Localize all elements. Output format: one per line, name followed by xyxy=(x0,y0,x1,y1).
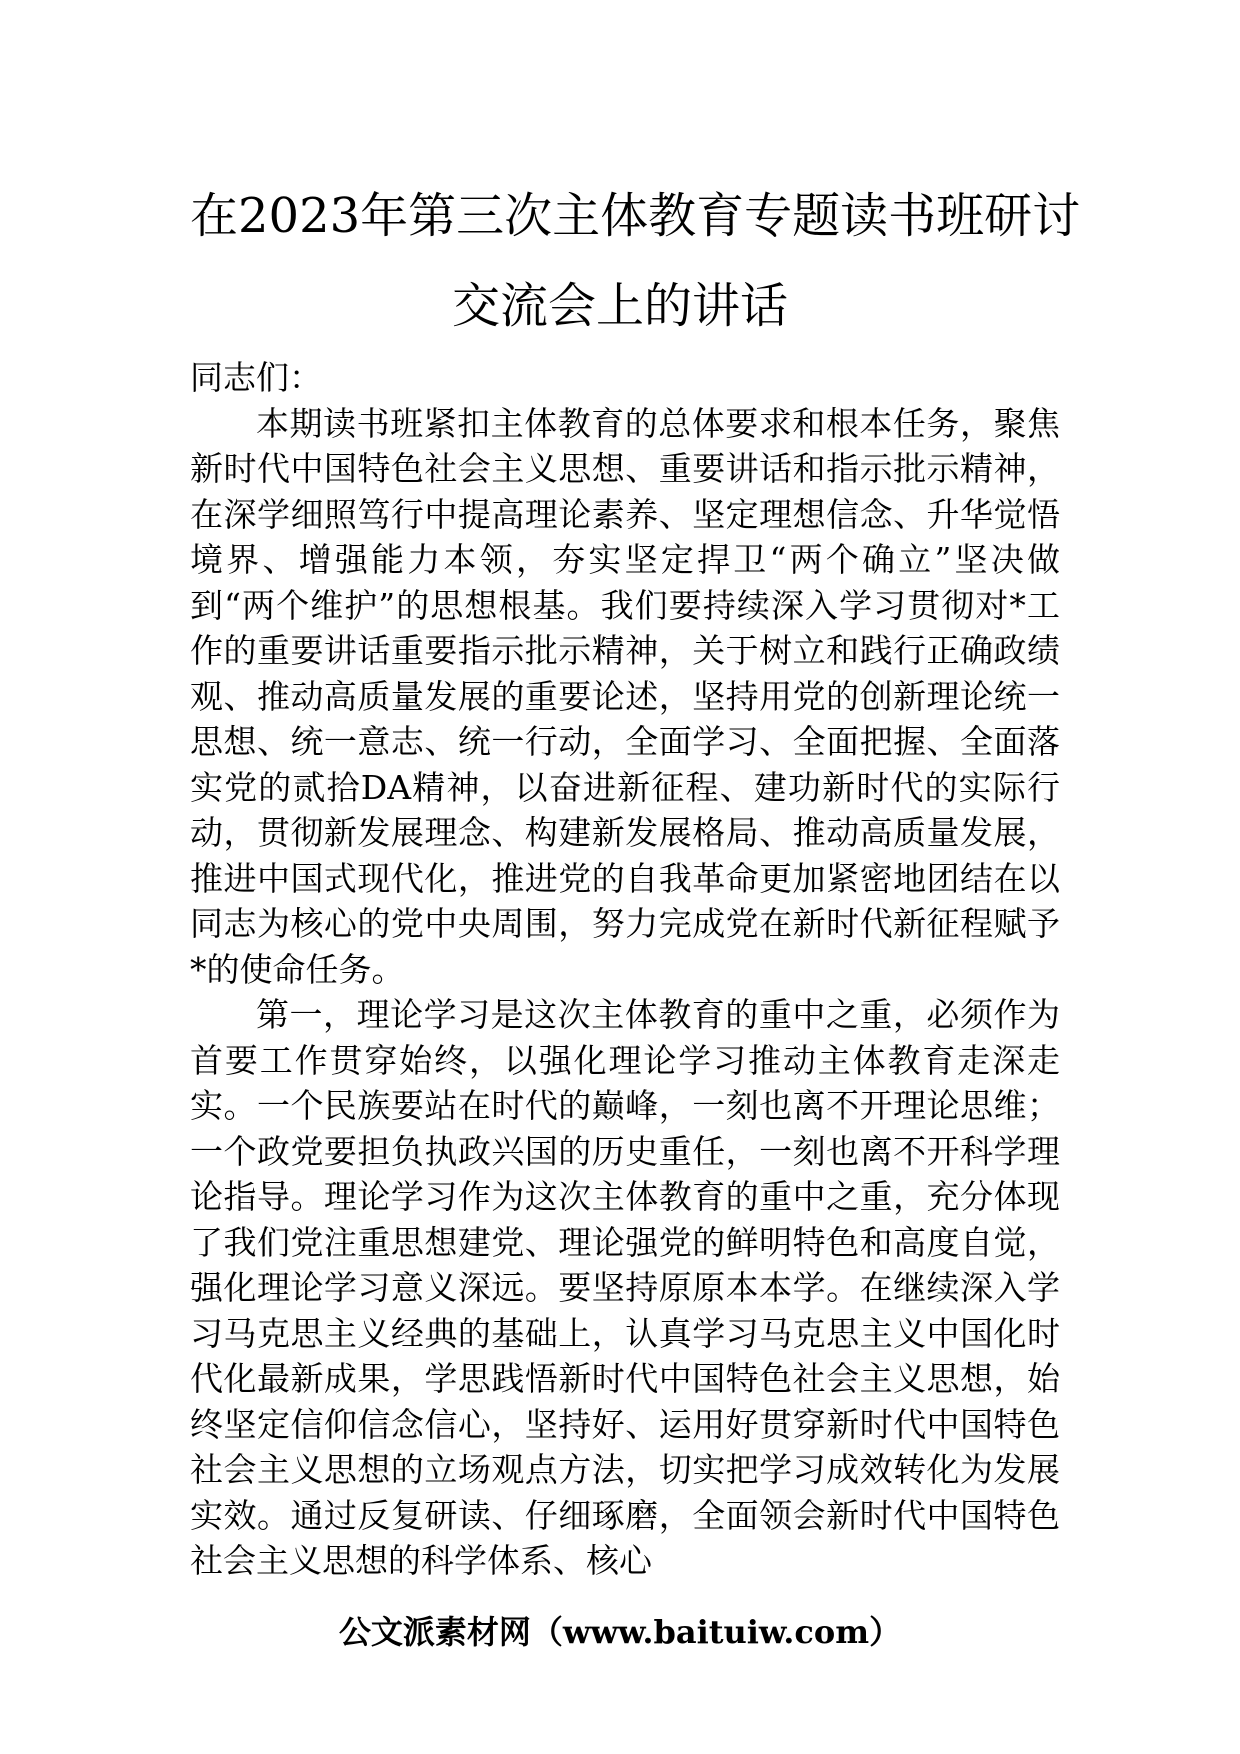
salutation: 同志们： xyxy=(190,358,322,397)
paragraph-1: 本期读书班紧扣主体教育的总体要求和根本任务，聚焦新时代中国特色社会主义思想、重要讲话和指示批示精神，在深学细照笃行中提高理论素养、坚定理想信念、升华觉悟境界、增强能力本领，夯实坚定捍卫“两个确立”坚决做到“两个维护”的思想根基。我们要持续深入学习贯彻对*工作的重要讲话重要指示批示精神，关于树立和践行正确政绩观、推动高质量发展的重要论述，坚持用党的创新理论统一思想、统一意志、统一行动，全面学习、全面把握、全面落实党的贰拾DA精神，以奋进新征程、建功新时代的实际行动，贯彻新发展理念、构建新发展格局、推动高质量发展，推进中国式现代化，推进党的自我革命更加紧密地团结在以同志为核心的党中央周围，努力完成党在新时代新征程赋予*的使命任务。 xyxy=(190,403,1060,989)
paragraph-2: 第一，理论学习是这次主体教育的重中之重，必须作为首要工作贯穿始终，以强化理论学习推动主体教育走深走实。一个民族要站在时代的巅峰，一刻也离不开理论思维；一个政党要担负执政兴国的历史重任，一刻也离不开科学理论指导。理论学习作为这次主体教育的重中之重，充分体现了我们党注重思想建党、理论强党的鲜明特色和高度自觉，强化理论学习意义深远。要坚持原原本本学。在继续深入学习马克思主义经典的基础上，认真学习马克思主义中国化时代化最新成果，学思践悟新时代中国特色社会主义思想，始终坚定信仰信念信心，坚持好、运用好贯穿新时代中国特色社会主义思想的立场观点方法，切实把学习成效转化为发展实效。通过反复研读、仔细琢磨，全面领会新时代中国特色社会主义思想的科学体系、核心 xyxy=(190,995,1060,1580)
document-title-line-1: 在2023年第三次主体教育专题读书班研讨 xyxy=(190,188,1081,244)
document-title-line-2: 交流会上的讲话 xyxy=(451,278,788,334)
document-body xyxy=(190,355,1060,1584)
footer-watermark: 公文派素材网（www.baituiw.com） xyxy=(338,1613,902,1651)
